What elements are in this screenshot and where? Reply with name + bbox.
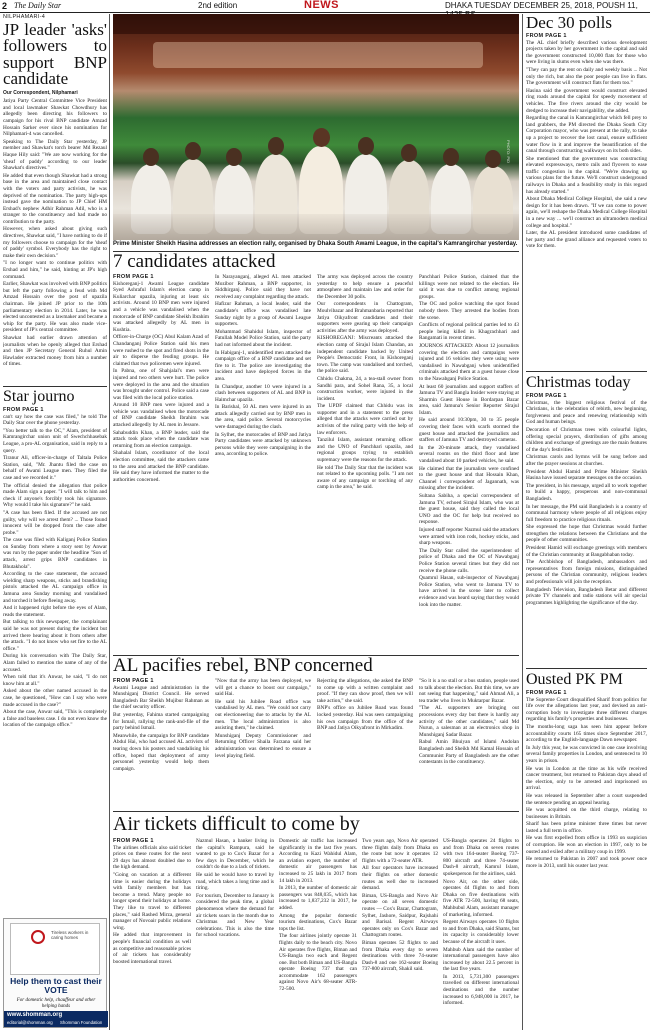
paragraph: Hasina said the government would construct elevated ring roads around the capital for speedy movement of vehicles. The five rivers around the city would be dredged to increase their navigability, she added.: [526, 87, 647, 114]
paragraph: Mahbub Alam said the number of international passengers have also increased by about 22.5 percent in the last five years.: [443, 946, 519, 973]
ad-tagline: Tireless workers in caring homes: [51, 930, 89, 940]
story-candidates-col1: [113, 274, 209, 652]
story-headline: AL pacifies rebel, BNP concerned: [113, 655, 373, 676]
story-kicker: FROM PAGE 1: [113, 678, 154, 684]
paragraph: Hafizur Rahman, a local leader, said the candidate's office was vandalised late Sunday night by a group of Awami League supporters.: [215, 301, 311, 328]
masthead: The Daily Star: [14, 1, 62, 10]
story-al-col4: [419, 678, 519, 808]
paragraph: "You better talk to the OC," Alam, president of Kamrangirchar union unit of Swechchhasebak League, a pro-AL organisation, said in reply to a query.: [3, 427, 107, 454]
paragraph: But yesterday, Fahima started campaigning for Ismail, rallying the rank-and-file of the party behind Ismail.: [113, 711, 209, 732]
column-rule: [522, 14, 523, 1030]
paragraph: Regent Airways operates 10 flights to and from Dhaka, said Shams, but its capacity is considerably lower because of the aircraft it uses.: [443, 919, 519, 945]
paragraph: Regarding the canal in Kamrangirchar which fell prey to land grabbers, the PM directed the Dhaka South City Corporation mayor, who was present at the rally, to take up a project to recover the lost canal, ensure sufficient water flow in it and improve the beautification of the canal through constructing walkways on its both sides.: [526, 115, 647, 155]
paragraph: The UPDF claimed that Chhidu was its supporter and in a statement to the press alleged that the attacks were carried out by activists of the ruling party with the help of law enforcers.: [317, 403, 413, 436]
paragraph: Christmas carols and hymns will be sung before and after the prayer sessions at churches.: [526, 454, 647, 467]
paragraph: In her message, the PM said Bangladesh is a country of communal harmony where people of all religions enjoy full freedom to practice religious rituals.: [526, 503, 647, 523]
paragraph: Our correspondents in Chattogram, Moulvibazar and Brahmanbaria reported that Jatiya Oikyafront candidates and their supporters were gearing up their campaign activities after the army was deployed.: [317, 301, 413, 334]
story-candidates-col4: [419, 274, 519, 652]
paragraph: Jatiya Party Central Committee Vice President and local lawmaker Shawkat Chowdhury has allegedly been directing his followers to campaign for his rival BNP candidate Amzad Hossain Sarker ever since his nomination for Nilphamari-4 was cancelled.: [3, 98, 107, 138]
story-air-col1: [113, 838, 191, 1028]
ad-heading: Help them to cast their VOTE: [10, 976, 102, 995]
paragraph: Among the popular domestic tourism destinations, Cox's Bazar tops the list.: [279, 912, 357, 932]
story-air-col5: [443, 838, 519, 1028]
story-kicker: FROM PAGE 1: [526, 33, 567, 39]
paragraph: For tourism, December to January is considered the peak time, a global phenomenon where the demand for air tickets soars in the month due to Christmas and New Year celebrations. This is also the time for school vacations.: [196, 892, 274, 939]
divider: [113, 811, 519, 812]
paragraph: The Daily Star called the superintendent of police of Dhaka and the OC of Nawabganj Police Station several times but they did not receive the phone calls.: [419, 547, 519, 574]
paragraph: Kishoreganj-1 Awami League candidate Syed Ashraful Islam's election camp in Kuliarchar upazila, injuring at least six activists. Around 10 BNP men were injured and a vehicle was vandalised when the motorcade of BNP candidate Sheikh Ibrahim was attacked allegedly by AL men in Kushtia.: [113, 280, 209, 333]
photo-caption: Prime Minister Sheikh Hasina addresses an election rally, organised by Dhaka South Awami League, in the capital's Kamrangirchar yesterday.: [113, 241, 518, 247]
paragraph: US-Bangla operates 24 flights to and from Dhaka on seven routes with two 164-seater Boeing 737-800 aircraft and three 74-seater Dash-8 aircraft, Kamrul Islam, spokesperson for the airlines, said.: [443, 838, 519, 877]
paragraph: Munshiganj Deputy Commissioner and Returning Officer Shaila Farzana said her administration was determined to ensure a level playing field.: [215, 732, 311, 759]
paragraph: He was released in September after a court suspended the sentence pending an appeal hearing.: [526, 792, 647, 806]
paragraph: Conflicts of regional political parties led to 43 people being killed in Khagrachhari and Rangamati in recent times.: [419, 322, 519, 342]
paragraph: In the 20-minute attack, they vandalised several rooms on the third floor and later vandalised about 10 parked vehicles, he said.: [419, 444, 519, 465]
paragraph: Biman operates 52 flights to and from Dhaka every day to seven destinations with three 74-seater Dash-8 and one 162-seater Boeing 737-800 aircraft, Shakil said.: [362, 939, 438, 973]
ad-org-name: Shomman Foundation: [60, 1020, 103, 1025]
story-al-col2: [215, 678, 311, 808]
paragraph: Rejecting the allegations, she asked the BNP to come up with a written complaint and proof. "If they can show proof, then we will take action," she said.: [317, 678, 413, 704]
paragraph: The army was deployed across the country yesterday to help ensure a peaceful atmosphere and maintain law and order for the December 30 polls.: [317, 274, 413, 300]
paragraph: However, when asked about giving such directives, Shawkat said, "I have nothing to do if my followers choose to campaign for the 'sheaf of paddy' symbol. Everybody has the right to make their own decision.": [3, 226, 107, 259]
paragraph: He added that even though Shawkat had a strong base in the area and maintained close contact with the voters and party activists, he was deprived of the nomination. The party high-ups instead gave the nomination to JP Chief HM Ershad's nephew Adhir Rahman Adil, who is a stranger to the constituency and had made no contribution to the party.: [3, 172, 107, 225]
paragraph: In July this year, he was convicted in one case involving several family properties in London, and sentenced to 10 years in prison.: [526, 744, 647, 764]
paragraph: The president, in his message, urged all to work together to build a happy, prosperous and non-communal Bangladesh.: [526, 482, 647, 502]
story-kicker: FROM PAGE 1: [526, 393, 567, 399]
paragraph: Chhidu Chakma, 24, a tea-stall owner from Sandhi para, and Sohel Rana, 35, a local construction worker, were injured in the incident.: [317, 375, 413, 402]
paragraph: In Barishal, 50 AL men were injured in an attack allegedly carried out by BNP men in the area, said police. Several motorcycles were damaged during the clash.: [215, 404, 311, 431]
story-kicker: NILPHAMARI-4: [3, 14, 46, 20]
divider: [526, 668, 647, 669]
paragraph: Injured staff reporter Nazmul said the attackers were armed with iron rods, hockey sticks, and sharp weapons.: [419, 526, 519, 547]
paragraph: Panchhari Police Station, claimed that the killings were not related to the election. He said it was due to conflict among regional groups.: [419, 274, 519, 300]
story-headline: Christmas today: [526, 374, 631, 391]
section-title: NEWS: [304, 0, 339, 11]
story-byline: Our Correspondent, Nilphamari: [3, 89, 78, 96]
paragraph: When told that it's Anwar, he said, "I do not know him at all.": [3, 674, 107, 687]
photo-credit: PHOTO: PID: [506, 140, 511, 164]
paragraph: According to the case statement, the accused wielding sharp weapons, sticks and brandishing pistols attacked the AL campaign office in Jamuna area Sunday morning and vandalised and torched it before fleeing away.: [3, 571, 107, 604]
paragraph: Awami League and administration in the Munshiganj District Council. He served Bangladesh Bar Sheikh Mujibur Rahman as the chief security officer.: [113, 684, 209, 711]
story-headline: Star journo: [3, 388, 75, 405]
paragraph: "I no longer want to continue politics with Ershad and him," he said, hinting at JP's high command.: [3, 260, 107, 280]
paragraph: The OC and police watching the spot found nobody there. They arrested the bodies from the scene.: [419, 301, 519, 321]
paragraph: Quamrul Hasan, sub-inspector of Nawabganj Police Station, who went to Jamuna TV to have arrived in the scene later to collect evidence and was heard saying that they would look into the matter.: [419, 575, 519, 608]
paragraph: He told The Daily Star that the incident was not related to the upcoming polls. "I am not aware of any campaign or torching of any camp in the area," he said.: [317, 464, 413, 491]
paragraph: The airlines officials also said ticket prices on these routes for the next 29 days has almost doubled due to the high demand.: [113, 844, 191, 871]
story-air-col3: [279, 838, 357, 1028]
story-kicker: FROM PAGE 1: [113, 274, 154, 280]
story-jp-leader: [3, 14, 107, 384]
paragraph: He said around 10:30pm, 30 to 35 people covering their faces with scarfs stormed the guest house and attacked the journalists and staffers of Jamuna TV and destroyed cameras.: [419, 417, 519, 444]
paragraph: Tiranur Ali, officer-in-charge of Taltala Police Station, said, "Mr. Jhantu filed the case on behalf of Awami League men. They filed the case and we recorded it.": [3, 455, 107, 481]
page-header: [0, 0, 650, 13]
ad-body: For domestic help, chauffeur and other helping hands: [16, 998, 96, 1009]
paragraph: Decoration of Christmas trees with colourful lights, offering special prayers, distribution of gifts among children and exchange of greetings are the main features of the day's festivities.: [526, 426, 647, 453]
paragraph: KISHOREGANJ: Miscreants attacked the election camp of Sirajul Islam Chandan, an independent candidate backed by United People's Democratic Front, in Kishoreganj town. The camp was vandalised and torched, the police said.: [317, 335, 413, 375]
paragraph: "A case has been filed. If the accused are not guilty, why will we arrest them? ... Those found innocent will be dropped from the case after probe.": [3, 509, 107, 536]
paragraph: He returned to Pakistan in 2007 and took power once more in 2013, until his ouster last year.: [526, 856, 647, 869]
paragraph: He added that improvement in people's financial condition as well as competitive and reasonable prices of air tickets has considerably boosted international travel.: [113, 932, 191, 965]
paragraph: Sultana Sabiha, a special correspondent of Jamuna TV, echoed Sirajul Islam, who was at the guest house, said they called the local UNO and the OC for help but received no response.: [419, 493, 519, 526]
ad-website[interactable]: www.shomman.org: [7, 1012, 63, 1018]
paragraph: Shahalal Islam, coordinator of the local election committee, said the attackers came to the area and attacked the BNP candidate. He said they have informed the matter to the authorities concerned.: [113, 450, 209, 483]
paragraph: He said he would have to travel by road, which takes a long time and is tiring.: [196, 871, 274, 892]
story-headline: Dec 30 polls: [526, 14, 612, 32]
paragraph: In Chandpur, another 10 were injured in a clash between supporters of AL and BNP in Haimchar upazila.: [215, 383, 311, 403]
story-al-col3: [317, 678, 413, 808]
story-candidates-col3: [317, 274, 413, 652]
paragraph: But talking to this newspaper, the complainant said he was not present during the incident but arrived there hearing about it from others after the attack. "I do not know who set fire to the AL office.": [3, 619, 107, 652]
paragraph: Bangladesh Television, Bangladesh Betar and different private TV channels and radio stations will air special programmes highlighting the significance of the day.: [526, 586, 647, 606]
story-candidates-col2: [215, 274, 311, 652]
paragraph: In Sylhet, the motorcades of BNP and Jatiya Party candidates were attacked by unknown persons while they were campaigning in the area, according to police.: [215, 431, 311, 458]
paragraph: In 2013, 5,731,300 passengers travelled on different international destinations and the number increased to 6,948,000 in 2017, he informed.: [443, 973, 519, 1007]
shomman-logo-icon: [31, 930, 45, 944]
paragraph: Nazmul Hasan, a banker living in the capital's Rampura, said he wanted to go to Cox's Bazar for a few days in December, which he couldn't do due to a lack of tickets.: [196, 838, 274, 871]
advertisement[interactable]: [3, 918, 107, 1028]
paragraph: Sahabuddin Khan, a BNP leader, said the attack took place when the candidate was returning from an election campaign.: [113, 429, 209, 449]
story-headline: 7 candidates attacked: [113, 251, 276, 272]
paragraph: The AL chief briefly described various development projects taken by her government in the capital and said the government constructed 10,000 flats for those who were living in slums even when she was there.: [526, 39, 647, 66]
story-headline: JP leader 'asks' followers to support BNP candidate: [3, 19, 107, 89]
divider: [526, 371, 647, 372]
paragraph: Two years ago, Novo Air operated three flights daily from Dhaka on the route but now it operates 12 flights with a 72-seater ATR.: [362, 838, 438, 864]
page-number: 2: [2, 1, 8, 11]
story-dec30-polls: [526, 14, 647, 369]
paragraph: In 2013, the number of domestic air passengers was 848,035, which has increased to 1,837,232 in 2017, he added.: [279, 885, 357, 911]
paragraph: President Abdul Hamid and Prime Minister Sheikh Hasina have issued separate messages on the occasion.: [526, 468, 647, 482]
paragraph: Tanzilul Islam, assistant returning officer and the UNO of Panchhari upazila, and regional groups trying to establish supremacy were the reasons for the attack.: [317, 437, 413, 464]
paragraph: Rabul Amin Bhuiyan of Islami Andolan Bangladesh and Sheikh Md Kamal Hossain of Communist Party of Bangladesh are the other contestants in the constituency.: [419, 739, 519, 766]
paragraph: He said his Jubilee Road office was vandalised by AL men. "We could not carry out electioneering due to attacks by the AL men. The local administration is also assisting them," he claimed.: [215, 698, 311, 732]
paragraph: JOURNOS ATTACKED: About 12 journalists covering the election and campaigns were injured and 16 vehicles they were using were vandalised in Nawabganj when unidentified criminals attacked them at a guest house close to the Nawabganj Police Station.: [419, 342, 519, 382]
story-kicker: FROM PAGE 1: [3, 407, 44, 413]
paragraph: Meanwhile, the campaign for BNP candidate Abdul Hai, who had accused AL activists of tearing down his posters and vandalising his office, hoped that deployment of army personnel yesterday would help them campaign.: [113, 732, 209, 772]
paragraph: During his conversation with The Daily Star, Alam failed to mention the name of any of the accused.: [3, 653, 107, 673]
paragraph: The four airlines jointly operate 31 flights daily to the beach city. Novo Air operates five flights, Biman and US-Bangla two each and Regent one. But both Biman and US-Bangla operate Boeing 737 that can accommodate 162 passengers against Novo Air's 68-seater ATR-72-500.: [279, 933, 357, 993]
story-air-col2: [196, 838, 274, 1028]
paragraph: He was acquitted on the third charge, relating to businesses in Britain.: [526, 807, 647, 820]
dateline: DHAKA TUESDAY DECEMBER 25, 2018, POUSH 11,: [445, 1, 638, 10]
story-air-col4: [362, 838, 438, 1028]
paragraph: "The AL supporters are bringing out processions every day but there is hardly any activity of the other candidates," said Md Nurun, a salesman at an electronics shop in Munshiganj Sadar Bazar.: [419, 705, 519, 738]
column-rule: [109, 14, 110, 1030]
story-al-col1: [113, 678, 209, 808]
paragraph: BNP's office on Jubilee Road was found locked yesterday. Hai was seen campaigning his own campaign from the office of the BNP and Jatiya Oikyafront in Mirkadim.: [317, 705, 413, 732]
paragraph: The Archbishop of Bangladesh, ambassadors and representatives from foreign missions, distinguished persons of the Christian community, religious leaders and professionals will join the reception.: [526, 559, 647, 586]
story-kicker: FROM PAGE 1: [526, 690, 567, 696]
paragraph: Shawkat had earlier drawn attention of journalists when he openly alleged that Ershad and then JP Secretary General Ruhul Amin Hawlader extracted money from him a number of times.: [3, 334, 107, 368]
paragraph: can't say how the case was filed," he told The Daily Star over the phone yesterday.: [3, 413, 107, 427]
story-headline: Air tickets difficult to come by: [113, 813, 360, 835]
paragraph: The case was filed with Kaliganj Police Station on Sunday from where a story sent by Anwar was run by the paper under the headline "Son of attack, arrest grips BNP candidates in Bhutakhola".: [3, 537, 107, 570]
story-christmas-today: [526, 374, 647, 666]
edition-label: 2nd edition: [198, 1, 238, 10]
paragraph: In Narayanganj, alleged AL men attacked Mozibor Rahman, a BNP supporter, in Siddhirganj. Police said they have not received any complaint regarding the attack.: [215, 274, 311, 300]
paragraph: She mentioned that the government was constructing elevated expressways, metro rails and flyovers to ease traffic congestion in the capital. "We're drawing up various plans for the future. We'll construct underground railways in Dhaka and a feasibility study in this regard has already started.": [526, 155, 647, 195]
paragraph: Asked about the other named accused in the case, he questioned, "How can I say who were made accused in the case?": [3, 688, 107, 708]
paragraph: He was first expelled from office in 1993 on suspicion of corruption. He won an election in 1997, only to be ousted and exiled after a military coup in 1999.: [526, 835, 647, 855]
paragraph: Biman, US-Bangla and Novo Air operate on all seven domestic routes — Cox's Bazar, Chattogram, Sylhet, Jashore, Saidpur, Rajshahi and Barisal. Regent Airways operates only on Cox's Bazar and Chattogram routes.: [362, 892, 438, 939]
news-photo: [113, 14, 519, 240]
paragraph: About Dhaka Medical College Hospital, she said a new design for it has been drawn. "If we can come to power again, we'll reshape the Dhaka Medical College Hospital in a new way ... we'll construct an ultramodern medical college and hospital.": [526, 196, 647, 229]
paragraph: Later, the AL president introduced some candidates of her party and the grand alliance and requested voters to vote for them.: [526, 230, 647, 250]
story-kicker: FROM PAGE 1: [113, 838, 154, 844]
paragraph: He was in London at the time as his wife received cancer treatment, but returned to Pakistan days ahead of the election, only to be arrested and imprisoned on arrival.: [526, 765, 647, 792]
paragraph: President Hamid will exchange greetings with members of the Christian community at Bangabhaban today.: [526, 545, 647, 558]
story-ousted-pk-pm: [526, 671, 647, 1028]
paragraph: Domestic air traffic has increased significantly in the last five years. According to Kazi Wahidul Alam, an aviation expert, the number of domestic air passengers has increased to 25 lakh in 2017 from 14 lakh in 2013.: [279, 838, 357, 884]
paragraph: She expressed the hope that Christmas would further strengthen the relations between the Christians and the people of other communities.: [526, 524, 647, 544]
ad-email[interactable]: editorial@shomman.org: [7, 1020, 53, 1025]
paragraph: Speaking to The Daily Star yesterday, JP member and Shawkat's torch bearer Md Rezaul Haque Hily said: "We are now working for the 'sheaf of paddy' according to our leader Shawkat's directives.": [3, 138, 107, 172]
paragraph: Mohammad Shahidul Islam, inspector of Fatullah Model Police Station, said the party had not informed about the incident.: [215, 328, 311, 348]
paragraph: Sharif has been prime minister three times but never lasted a full term in office.: [526, 821, 647, 834]
paragraph: "So it is a no stall or a bus station, people used to talk about the election. But this time, we are not seeing that happening," said Ahmad Ali, a tea trader who lives in Muktarpur Bazar.: [419, 678, 519, 704]
ad-footer: [4, 1011, 108, 1027]
paragraph: In Habiganj-1, unidentified men attacked the campaign office of a BNP candidate and set fire to it. The police are investigating the incident and have deployed forces in the area.: [215, 349, 311, 382]
paragraph: "Now that the army has been deployed, we will get a chance to boost our campaign," said Hai.: [215, 678, 311, 698]
paragraph: Officer-in-Charge (OC) Abul Kalam Azad of Chandanganj Police Station said his men were rushed to the spot and fired shots in the air to disperse the feuding groups. He claimed that two policemen were injured.: [113, 334, 209, 367]
ad-poster: [10, 923, 100, 975]
paragraph: "Going on vacation at a different time is easier during the holidays with family members but has become a trend. Many people no longer spend their holidays at home. They like to travel to different places," said Rashed Mirza, general manager of Novoair public relations wing.: [113, 871, 191, 931]
paragraph: The official denied the allegation that police made Alam sign a paper. "I will talk to him and check if anyone's forcibly took his signature. Why would I take his signature?" he said.: [3, 482, 107, 509]
paragraph: The months-long saga has seen him appear before accountability courts 165 times since September 2017, according to the English-language Dawn newspaper.: [526, 723, 647, 744]
paragraph: The Supreme Court disqualified Sharif from politics for life over the allegations last year, and devised an anti-corruption body to investigate three different charges regarding his family's properties and businesses.: [526, 696, 647, 723]
paragraph: Earlier, Shawkat was involved with BNP politics but left the party following a feud with Md Amzad Hossain over the post of upazila chairman. He joined JP prior to the 10th parliamentary election in 2014. Later, he was elected uncontested as a lawmaker and became a whip for the party. He was also made vice-president of JP's central committee.: [3, 281, 107, 334]
story-headline: Ousted PK PM: [526, 671, 623, 688]
paragraph: Around 10 BNP men were injured and a vehicle was vandalised when the motorcade of BNP candidate Sheikh Ibrahim was attacked allegedly by AL men in Jessore.: [113, 402, 209, 429]
paragraph: All four operators have increased their flights on other domestic routes as well due to increased demand.: [362, 865, 438, 892]
paragraph: In Pabna, one of Shahjalal's men were injured and two others were hurt. The police were deployed in the area and the situation was brought under control. Police said a case was filed with the local police station.: [113, 368, 209, 401]
paragraph: Novo Air, on the other side, operates 44 flights to and from Dhaka on five destinations with five ATR 72-500, having 68 seats, Mahbubul Alam, assistant manager of marketing, informed.: [443, 878, 519, 918]
paragraph: Christmas, the biggest religious festival of the Christians, is the celebration of rebirth, new beginning, forgiveness and peace and renewing relationship with God and human beings.: [526, 399, 647, 426]
paragraph: And it happened right before the eyes of Alam, reads the statement.: [3, 605, 107, 618]
divider: [3, 386, 107, 387]
paragraph: He claimed that the journalists were confined to the guest house and that Hossain Khan, Channel i correspondent of Jagannath, was missing after the incident.: [419, 465, 519, 492]
paragraph: "They can pay the rent on daily and weekly basis ... Not only the rich, but also the poor people can live in flats. The government will construct flats for them too.": [526, 66, 647, 87]
story-star-journo: [3, 388, 107, 916]
paragraph: At least 60 journalists and support staffers of Jamuna TV and Bangla Insider were staying at Sharmin Guest House in Bordarpan Bazar area, said Jamuna's Senior Reporter Sirajul Islam.: [419, 383, 519, 416]
paragraph: About the case, Anwar said, "This is completely a false and baseless case. I do not even know the location of the campaign office.": [3, 709, 107, 729]
